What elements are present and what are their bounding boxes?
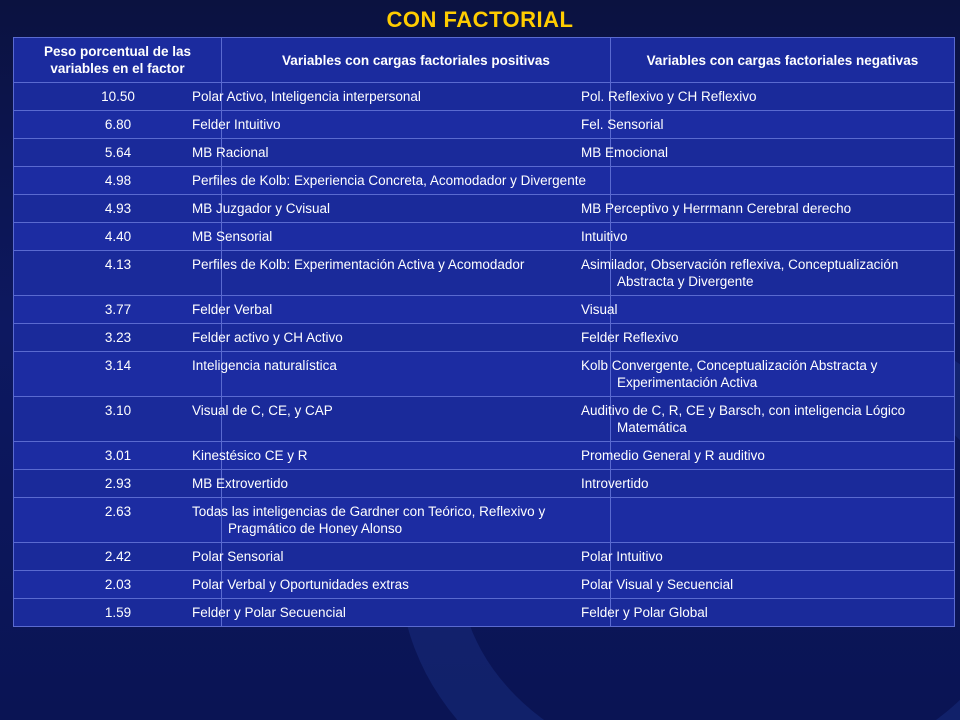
- cell-positivas: Kinestésico CE y R: [222, 442, 611, 470]
- cell-peso: 2.42: [14, 543, 222, 571]
- table-row: [14, 83, 955, 111]
- cell-positivas: Visual de C, CE, y CAP: [222, 397, 611, 442]
- cell-positivas: MB Sensorial: [222, 223, 611, 251]
- cell-positivas: Polar Sensorial: [222, 543, 611, 571]
- table-row: [14, 111, 955, 139]
- table-row: [14, 324, 955, 352]
- cell-negativas: Intuitivo: [611, 223, 955, 251]
- header-peso: Peso porcentual de las variables en el factor: [14, 38, 222, 83]
- cell-positivas: Felder activo y CH Activo: [222, 324, 611, 352]
- cell-negativas: Visual: [611, 296, 955, 324]
- cell-positivas: Todas las inteligencias de Gardner con Teórico, Reflexivo y Pragmático de Honey Alonso: [222, 498, 611, 543]
- cell-peso: 3.01: [14, 442, 222, 470]
- cell-positivas: Inteligencia naturalística: [222, 352, 611, 397]
- cell-positivas: Felder Intuitivo: [222, 111, 611, 139]
- table-row: [14, 251, 955, 296]
- cell-negativas: Felder Reflexivo: [611, 324, 955, 352]
- cell-positivas: MB Racional: [222, 139, 611, 167]
- cell-negativas: Polar Intuitivo: [611, 543, 955, 571]
- cell-negativas: Polar Visual y Secuencial: [611, 571, 955, 599]
- cell-negativas: Auditivo de C, R, CE y Barsch, con inteligencia Lógico Matemática: [611, 397, 955, 442]
- cell-peso: 2.93: [14, 470, 222, 498]
- cell-negativas: Asimilador, Observación reflexiva, Conceptualización Abstracta y Divergente: [611, 251, 955, 296]
- cell-negativas: MB Perceptivo y Herrmann Cerebral derecho: [611, 195, 955, 223]
- table-row: [14, 470, 955, 498]
- cell-negativas: [611, 498, 955, 543]
- table-row: [14, 167, 955, 195]
- cell-negativas: Promedio General y R auditivo: [611, 442, 955, 470]
- table-row: [14, 543, 955, 571]
- table-row: [14, 397, 955, 442]
- cell-peso: 5.64: [14, 139, 222, 167]
- cell-peso: 2.03: [14, 571, 222, 599]
- cell-positivas: MB Juzgador y Cvisual: [222, 195, 611, 223]
- cell-negativas: MB Emocional: [611, 139, 955, 167]
- cell-peso: 3.14: [14, 352, 222, 397]
- table-row: [14, 296, 955, 324]
- factor-table: [13, 37, 955, 627]
- header-positivas: Variables con cargas factoriales positivas: [222, 38, 611, 83]
- table-row: [14, 571, 955, 599]
- cell-peso: 6.80: [14, 111, 222, 139]
- cell-peso: 10.50: [14, 83, 222, 111]
- table-row: [14, 139, 955, 167]
- cell-negativas: [611, 167, 955, 195]
- cell-peso: 4.13: [14, 251, 222, 296]
- cell-negativas: Kolb Convergente, Conceptualización Abstracta y Experimentación Activa: [611, 352, 955, 397]
- table-row: [14, 195, 955, 223]
- cell-peso: 4.93: [14, 195, 222, 223]
- table-header-row: [14, 38, 955, 83]
- cell-positivas: MB Extrovertido: [222, 470, 611, 498]
- cell-peso: 4.40: [14, 223, 222, 251]
- cell-positivas: Felder Verbal: [222, 296, 611, 324]
- cell-negativas: Felder y Polar Global: [611, 599, 955, 627]
- page-title: CON FACTORIAL: [386, 7, 574, 32]
- cell-peso: 1.59: [14, 599, 222, 627]
- header-negativas: Variables con cargas factoriales negativas: [611, 38, 955, 83]
- table-row: [14, 599, 955, 627]
- cell-peso: 3.23: [14, 324, 222, 352]
- cell-negativas: Fel. Sensorial: [611, 111, 955, 139]
- cell-peso: 3.10: [14, 397, 222, 442]
- cell-positivas: Perfiles de Kolb: Experimentación Activa y Acomodador: [222, 251, 611, 296]
- cell-peso: 3.77: [14, 296, 222, 324]
- table-row: [14, 223, 955, 251]
- cell-peso: 4.98: [14, 167, 222, 195]
- cell-positivas: Perfiles de Kolb: Experiencia Concreta, Acomodador y Divergente: [222, 167, 611, 195]
- table-row: [14, 352, 955, 397]
- cell-negativas: Introvertido: [611, 470, 955, 498]
- cell-negativas: Pol. Reflexivo y CH Reflexivo: [611, 83, 955, 111]
- table-row: [14, 442, 955, 470]
- cell-peso: 2.63: [14, 498, 222, 543]
- cell-positivas: Polar Verbal y Oportunidades extras: [222, 571, 611, 599]
- cell-positivas: Polar Activo, Inteligencia interpersonal: [222, 83, 611, 111]
- table-row: [14, 498, 955, 543]
- cell-positivas: Felder y Polar Secuencial: [222, 599, 611, 627]
